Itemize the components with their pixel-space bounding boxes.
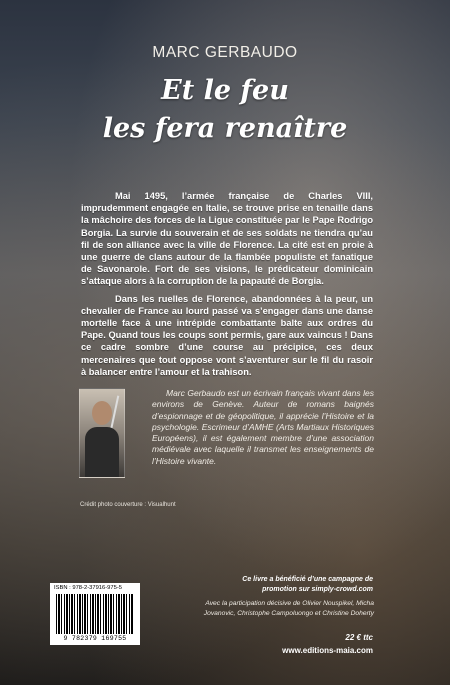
author-name: MARC GERBAUDO — [152, 44, 298, 61]
author-photo — [79, 388, 125, 478]
price: 22 € ttc — [345, 633, 373, 642]
synopsis-paragraph: Mai 1495, l’armée française de Charles VIII, imprudemment engagée en Italie, se trouve prise en tenaille dans la mâchoire des forces de la Ligue constituée par le Pape Rodrigo Borgia. La survie du souverain et de ses soldats ne tiendra qu’au fil de son alliance avec la ville de Florence. La cité est en proie à une guerre de clans autour de la flambée populiste et fanatique de Savonarole. Fort de ses visions, le prédicateur dominicain s’attaque alors à la corruption de la papauté de Borgia. — [81, 191, 373, 287]
barcode-number: 9 782379 169755 — [63, 635, 127, 642]
author-bio: Marc Gerbaudo est un écrivain français vivant dans les environs de Genève. Auteur de romans baignés d’espionnage et de géopolitique, il apprécie l’Histoire et la psychologie. Escrimeur d’AMHE (Arts Martiaux Historiques Européens), il est également membre d’une association médiévale avec laquelle il transmet les enseignements de l’Histoire vivante. — [152, 388, 374, 466]
book-title-line-1: Et le feu — [161, 75, 289, 106]
barcode-icon — [56, 594, 134, 634]
isbn-barcode-box — [50, 583, 140, 645]
synopsis-paragraph: Dans les ruelles de Florence, abandonnées à la peur, un chevalier de France au lourd passé va s’engager dans une danse mortelle face à une intrépide combattante balte aux ordres du Pape. Quand tous les coups sont permis, gare aux vaincus ! Dans ce cadre sombre d’une course au précipice, ces deux mercenaires que tout oppose vont s’aventurer sur le fil du rasoir à balancer entre l’amour et la trahison. — [81, 293, 373, 377]
book-title-line-2: les fera renaître — [102, 113, 348, 144]
isbn-label: ISBN : 978-2-37916-975-5 — [54, 585, 122, 591]
promo-text: Ce livre a bénéficié d’une campagne de promotion sur simply-crowd.com — [242, 576, 373, 593]
synopsis — [81, 190, 373, 383]
publisher-website: www.editions-maia.com — [282, 646, 373, 655]
partners-text: Avec la participation décisive de Olivier Nouspikel, Micha Jovanovic, Christophe Campoluongo et Christine Doherty — [203, 600, 374, 617]
photo-credit: Crédit photo couverture : Visualhunt — [80, 502, 176, 508]
author-photo-body — [85, 427, 119, 477]
author-photo-head — [92, 401, 112, 425]
